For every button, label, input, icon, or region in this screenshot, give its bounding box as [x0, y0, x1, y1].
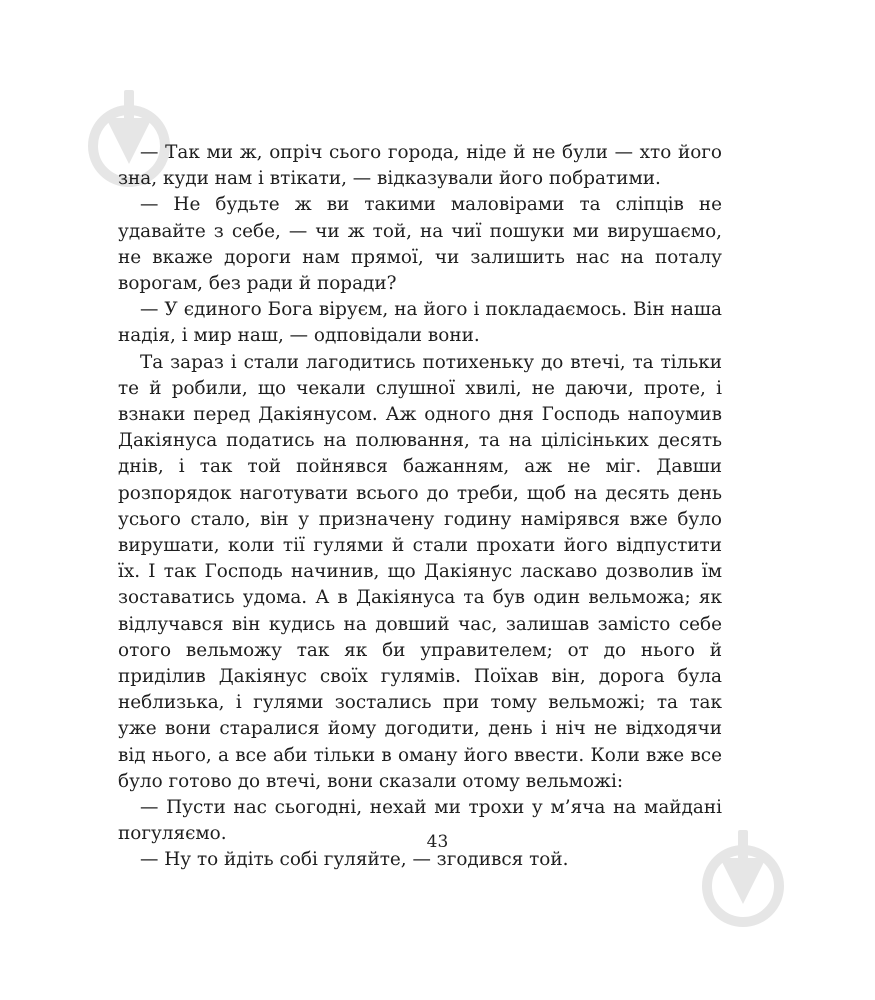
paragraph: Та зараз і стали лагодитись потихеньку до втечі, та тільки те й робили, що чекали слушної хвилі, не даючи, проте, і взнаки перед Дакіянусом. Аж одного дня Господь напоумив Дакіянуса податись на полювання, та на цілісіньких десять днів, і так той пойнявся бажанням, аж не міг. Давши розпорядок наготувати всього до треби, щоб на десять день усього стало, він у призначену годину намірявся вже було вирушати, коли тії гулями й стали прохати його відпустити їх. І так Господь начинив, що Дакіянус ласкаво дозволив їм зоставатись удома. А в Дакіянуса та був один вельможа; як відлучався він кудись на довший час, залишав замісто себе отого вельможу так як би управителем; от до нього й приділив Дакіянус своїх гулямів. Поїхав він, дорога була неблизька, і гулями зостались при тому вельможі; та так уже вони старалися йому догодити, день і ніч не відходячи від нього, а все аби тільки в оману його ввести. Коли вже все було готово до втечі, вони сказали отому вельможі:	[118, 351, 722, 792]
watermark-logo-icon	[700, 828, 786, 928]
text-body	[118, 140, 722, 874]
paragraph: — Не будьте ж ви такими маловірами та сліпців не удавайте з себе, — чи ж той, на чиї пошуки ми вирушаємо, не вкаже дороги нам прямої, чи залишить нас на поталу ворогам, без ради й поради?	[118, 194, 722, 295]
paragraph: — Пусти нас сьогодні, нехай ми трохи у м’яча на майдані погуляємо.	[118, 797, 722, 845]
paragraph: — У єдиного Бога віруєм, на його і покладаємось. Він наша надія, і мир наш, — одповідали вони.	[118, 299, 722, 347]
page-number: 43	[426, 832, 449, 852]
paragraph: — Так ми ж, опріч сього города, ніде й не були — хто його зна, куди нам і втікати, — відказували його побратими.	[118, 142, 722, 190]
paragraph: — Ну то йдіть собі гуляйте, — згодився той.	[140, 849, 569, 871]
